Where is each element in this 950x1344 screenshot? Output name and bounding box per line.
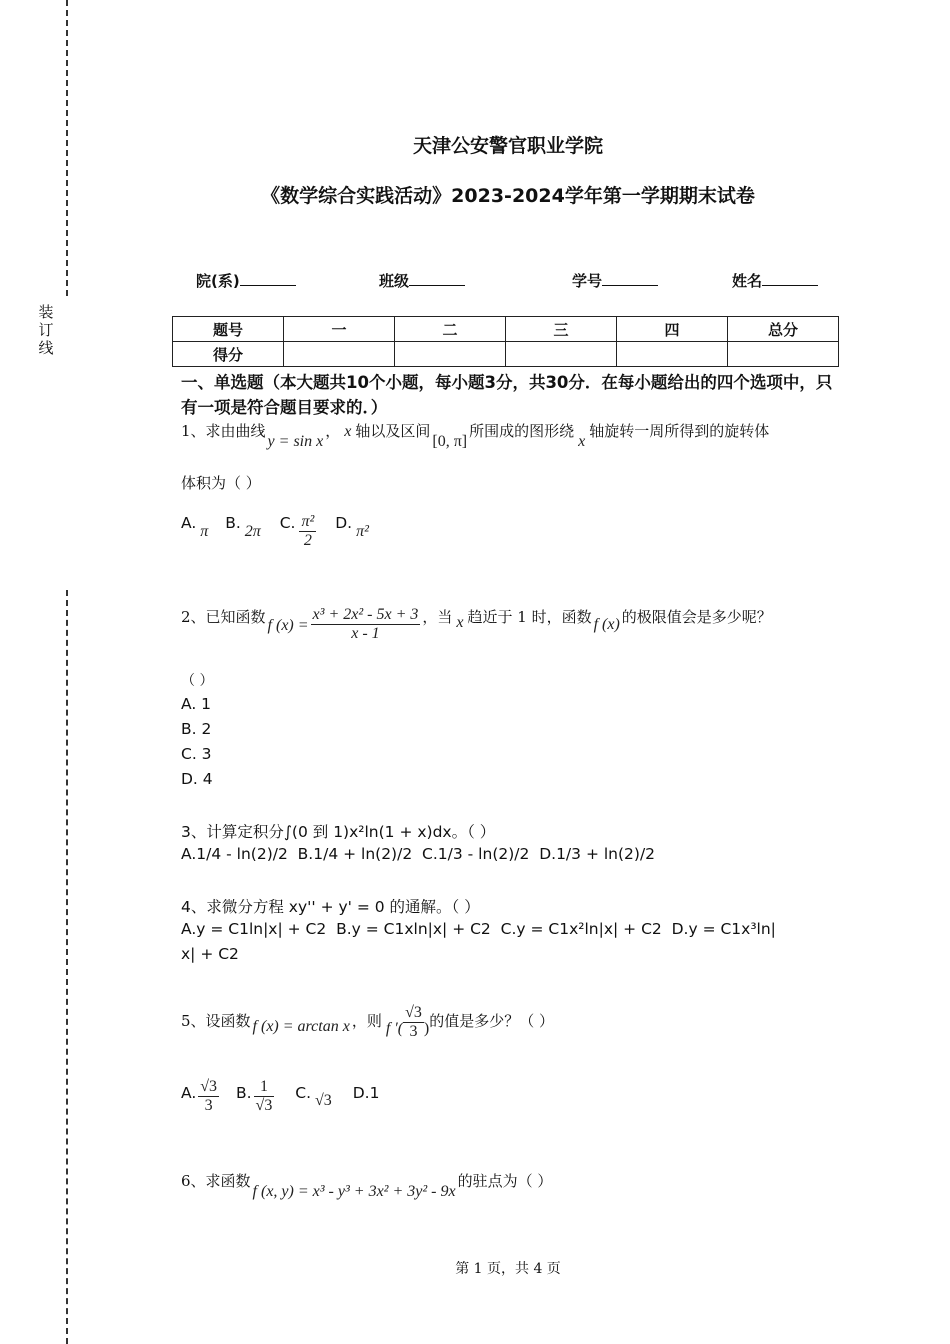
score-cell[interactable] — [395, 342, 506, 367]
option-b[interactable]: B. $\frac{1}{√3}$ — [235, 1078, 273, 1114]
option-a[interactable]: A. $\frac{√3}{3}$ — [181, 1078, 218, 1114]
binding-label: 装 订 线 — [38, 303, 54, 357]
option-d[interactable]: D. π² — [335, 514, 369, 540]
question-2-option-c[interactable]: C. 3 — [181, 745, 212, 763]
question-3-options[interactable]: A.1/4 - ln(2)/2 B.1/4 + ln(2)/2 C.1/3 - ln(2)/2 D.1/3 + ln(2)/2 — [181, 845, 656, 863]
score-cell[interactable] — [284, 342, 395, 367]
question-2-option-d[interactable]: D. 4 — [181, 770, 213, 788]
score-header-cell: 题号 — [173, 317, 284, 342]
score-table — [172, 316, 839, 367]
score-header-cell: 三 — [506, 317, 617, 342]
option-c[interactable]: C. √3 — [295, 1084, 332, 1109]
name-field[interactable]: 姓名 — [732, 270, 818, 291]
option-a[interactable]: A. π — [181, 514, 209, 540]
option-c[interactable]: C. $\frac{\text{π²}}{2}$ — [279, 513, 315, 549]
score-row-label: 得分 — [173, 342, 284, 367]
option-b[interactable]: B. 2π — [225, 514, 261, 540]
score-table-row — [173, 342, 839, 367]
binding-line-bottom — [66, 590, 68, 1344]
score-cell[interactable] — [728, 342, 839, 367]
page-number: 第 1 页，共 4 页 — [455, 1261, 561, 1277]
score-cell[interactable] — [617, 342, 728, 367]
exam-title: 《数学综合实践活动》2023-2024学年第一学期期末试卷 — [261, 185, 755, 207]
school-title: 天津公安警官职业学院 — [412, 135, 603, 157]
question-1-line2: 体积为（ ） — [181, 474, 261, 492]
score-header-cell: 四 — [617, 317, 728, 342]
student-id-field[interactable]: 学号 — [572, 270, 658, 291]
question-2-option-b[interactable]: B. 2 — [181, 720, 212, 738]
score-cell[interactable] — [506, 342, 617, 367]
score-header-cell: 二 — [395, 317, 506, 342]
class-field[interactable]: 班级 — [379, 270, 465, 291]
question-1-options — [181, 505, 369, 549]
dept-field[interactable]: 院(系) — [196, 270, 296, 291]
question-3: 3、计算定积分∫(0 到 1)x²ln(1 + x)dx。（ ） — [181, 823, 496, 841]
score-table-header — [173, 317, 839, 342]
score-header-cell: 总分 — [728, 317, 839, 342]
question-2-option-a[interactable]: A. 1 — [181, 695, 212, 713]
question-5-options — [181, 1078, 379, 1115]
question-5: 5、设函数 f (x) = arctan x ，则 f ′( $\frac{√3}{3}$ )的值是多少？（ ） — [181, 1004, 555, 1040]
score-header-cell: 一 — [284, 317, 395, 342]
question-2: 2、已知函数 f (x) = $\frac{\text{x³ + 2x² - 5x + 3}}{x - 1}$ ，当 x 趋近于 1 时，函数 f (x) 的极限值会是多少呢？ — [181, 606, 772, 642]
question-2-paren: （ ） — [181, 673, 214, 689]
question-1: 1、求由曲线y = sin x， x 轴以及区间[0, π]所围成的图形绕x轴旋转一周所得到的旋转体 — [181, 422, 770, 450]
question-4: 4、求微分方程 xy'' + y' = 0 的通解。（ ） — [181, 898, 480, 916]
section-title: 一、单选题（本大题共10个小题，每小题3分，共30分．在每小题给出的四个选项中，只有一项是符合题目要求的．） — [181, 373, 833, 417]
question-4-options[interactable]: A.y = C1ln|x| + C2 B.y = C1xln|x| + C2 C.y = C1x²ln|x| + C2 D.y = C1x³ln| — [181, 920, 776, 938]
question-4-options-cont[interactable]: x| + C2 — [181, 945, 239, 963]
option-d[interactable]: D.1 — [352, 1084, 380, 1102]
question-6: 6、求函数f (x, y) = x³ - y³ + 3x² + 3y² - 9x的驻点为（ ） — [181, 1172, 553, 1200]
